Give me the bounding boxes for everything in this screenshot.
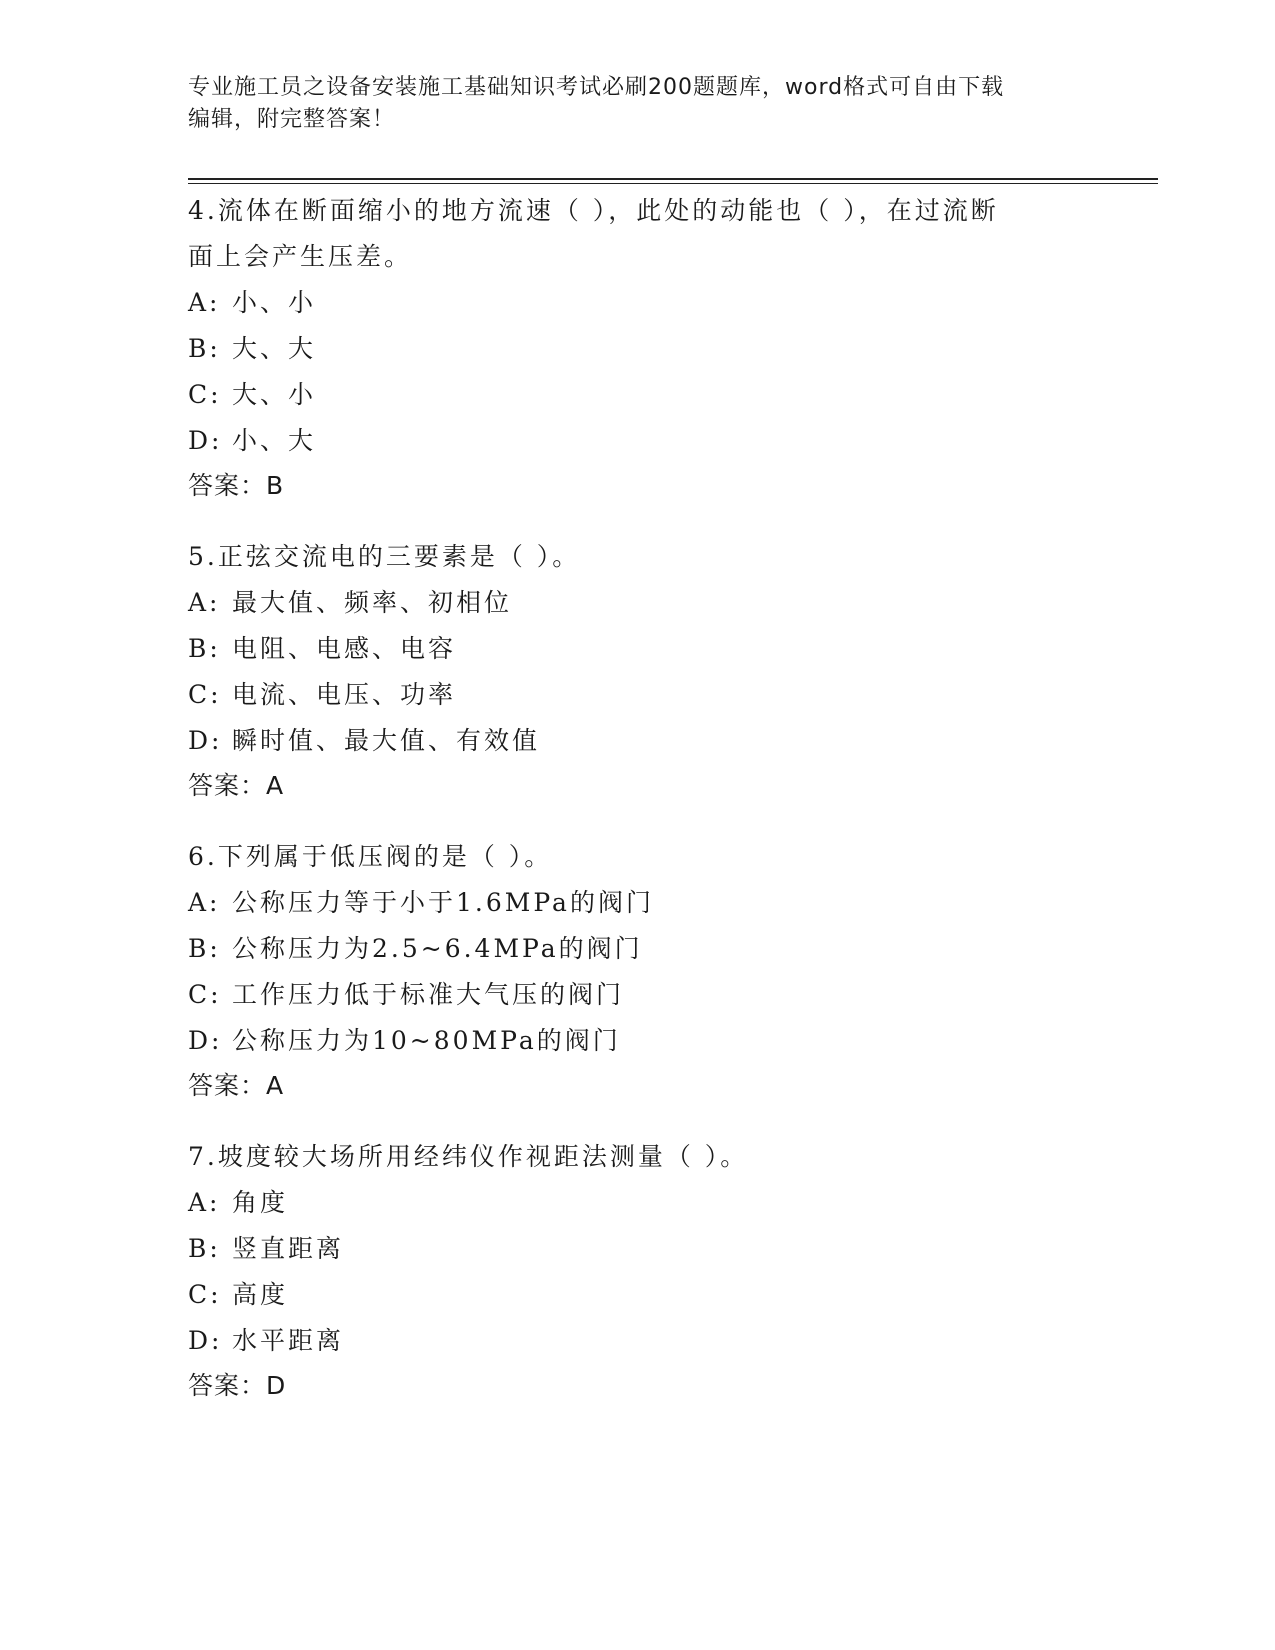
answer-line: 答案：B	[188, 471, 285, 500]
option-a	[188, 580, 1088, 626]
option-text: 竖直距离	[232, 1234, 345, 1263]
option-text: 大、小	[232, 380, 317, 409]
option-key: B:	[188, 634, 221, 663]
question-5	[188, 534, 1088, 808]
option-a	[188, 280, 1088, 326]
option-key: D:	[188, 1326, 223, 1355]
option-key: C:	[188, 980, 222, 1009]
question-stem: 7.坡度较大场所用经纬仪作视距法测量（ ）。	[188, 1142, 749, 1171]
option-text: 公称压力为2.5~6.4MPa的阀门	[232, 934, 643, 963]
answer-line: 答案：D	[188, 1371, 287, 1400]
option-d	[188, 1018, 1088, 1064]
option-key: B:	[188, 334, 221, 363]
question-7	[188, 1134, 1088, 1408]
question-stem-continued: 面上会产生压差。	[188, 242, 413, 271]
option-key: A:	[188, 588, 221, 617]
option-text: 工作压力低于标准大气压的阀门	[232, 980, 625, 1009]
option-key: D:	[188, 426, 223, 455]
option-text: 大、大	[232, 334, 317, 363]
header-divider-thin	[188, 183, 1158, 184]
option-d	[188, 1318, 1088, 1364]
option-c	[188, 1272, 1088, 1318]
document-header	[188, 72, 1088, 136]
option-text: 高度	[232, 1280, 289, 1309]
question-6	[188, 834, 1088, 1108]
option-key: B:	[188, 934, 221, 963]
option-key: C:	[188, 680, 222, 709]
option-text: 水平距离	[232, 1326, 345, 1355]
option-c	[188, 372, 1088, 418]
option-text: 小、大	[232, 426, 317, 455]
option-text: 瞬时值、最大值、有效值	[232, 726, 541, 755]
option-key: B:	[188, 1234, 221, 1263]
option-a	[188, 880, 1088, 926]
option-key: C:	[188, 1280, 222, 1309]
option-b	[188, 1226, 1088, 1272]
header-divider-thick	[188, 178, 1158, 180]
option-b	[188, 626, 1088, 672]
header-line-2: 编辑，附完整答案！	[188, 107, 396, 132]
option-d	[188, 418, 1088, 464]
option-text: 公称压力为10~80MPa的阀门	[232, 1026, 621, 1055]
option-key: A:	[188, 1188, 221, 1217]
question-list	[188, 188, 1088, 1434]
option-b	[188, 326, 1088, 372]
option-key: A:	[188, 888, 221, 917]
question-stem: 4.流体在断面缩小的地方流速（ ），此处的动能也（ ），在过流断	[188, 196, 999, 225]
option-key: C:	[188, 380, 222, 409]
option-b	[188, 926, 1088, 972]
option-d	[188, 718, 1088, 764]
option-text: 电阻、电感、电容	[232, 634, 457, 663]
header-line-1: 专业施工员之设备安装施工基础知识考试必刷200题题库，word格式可自由下载	[188, 75, 1005, 100]
option-key: D:	[188, 1026, 223, 1055]
option-text: 角度	[232, 1188, 289, 1217]
option-key: A:	[188, 288, 221, 317]
option-key: D:	[188, 726, 223, 755]
option-c	[188, 972, 1088, 1018]
option-text: 电流、电压、功率	[232, 680, 457, 709]
option-c	[188, 672, 1088, 718]
answer-line: 答案：A	[188, 1071, 285, 1100]
option-a	[188, 1180, 1088, 1226]
answer-line: 答案：A	[188, 771, 285, 800]
option-text: 公称压力等于小于1.6MPa的阀门	[232, 888, 654, 917]
question-4	[188, 188, 1088, 508]
question-stem: 5.正弦交流电的三要素是（ ）。	[188, 542, 581, 571]
option-text: 小、小	[232, 288, 317, 317]
option-text: 最大值、频率、初相位	[232, 588, 513, 617]
question-stem: 6.下列属于低压阀的是（ ）。	[188, 842, 553, 871]
